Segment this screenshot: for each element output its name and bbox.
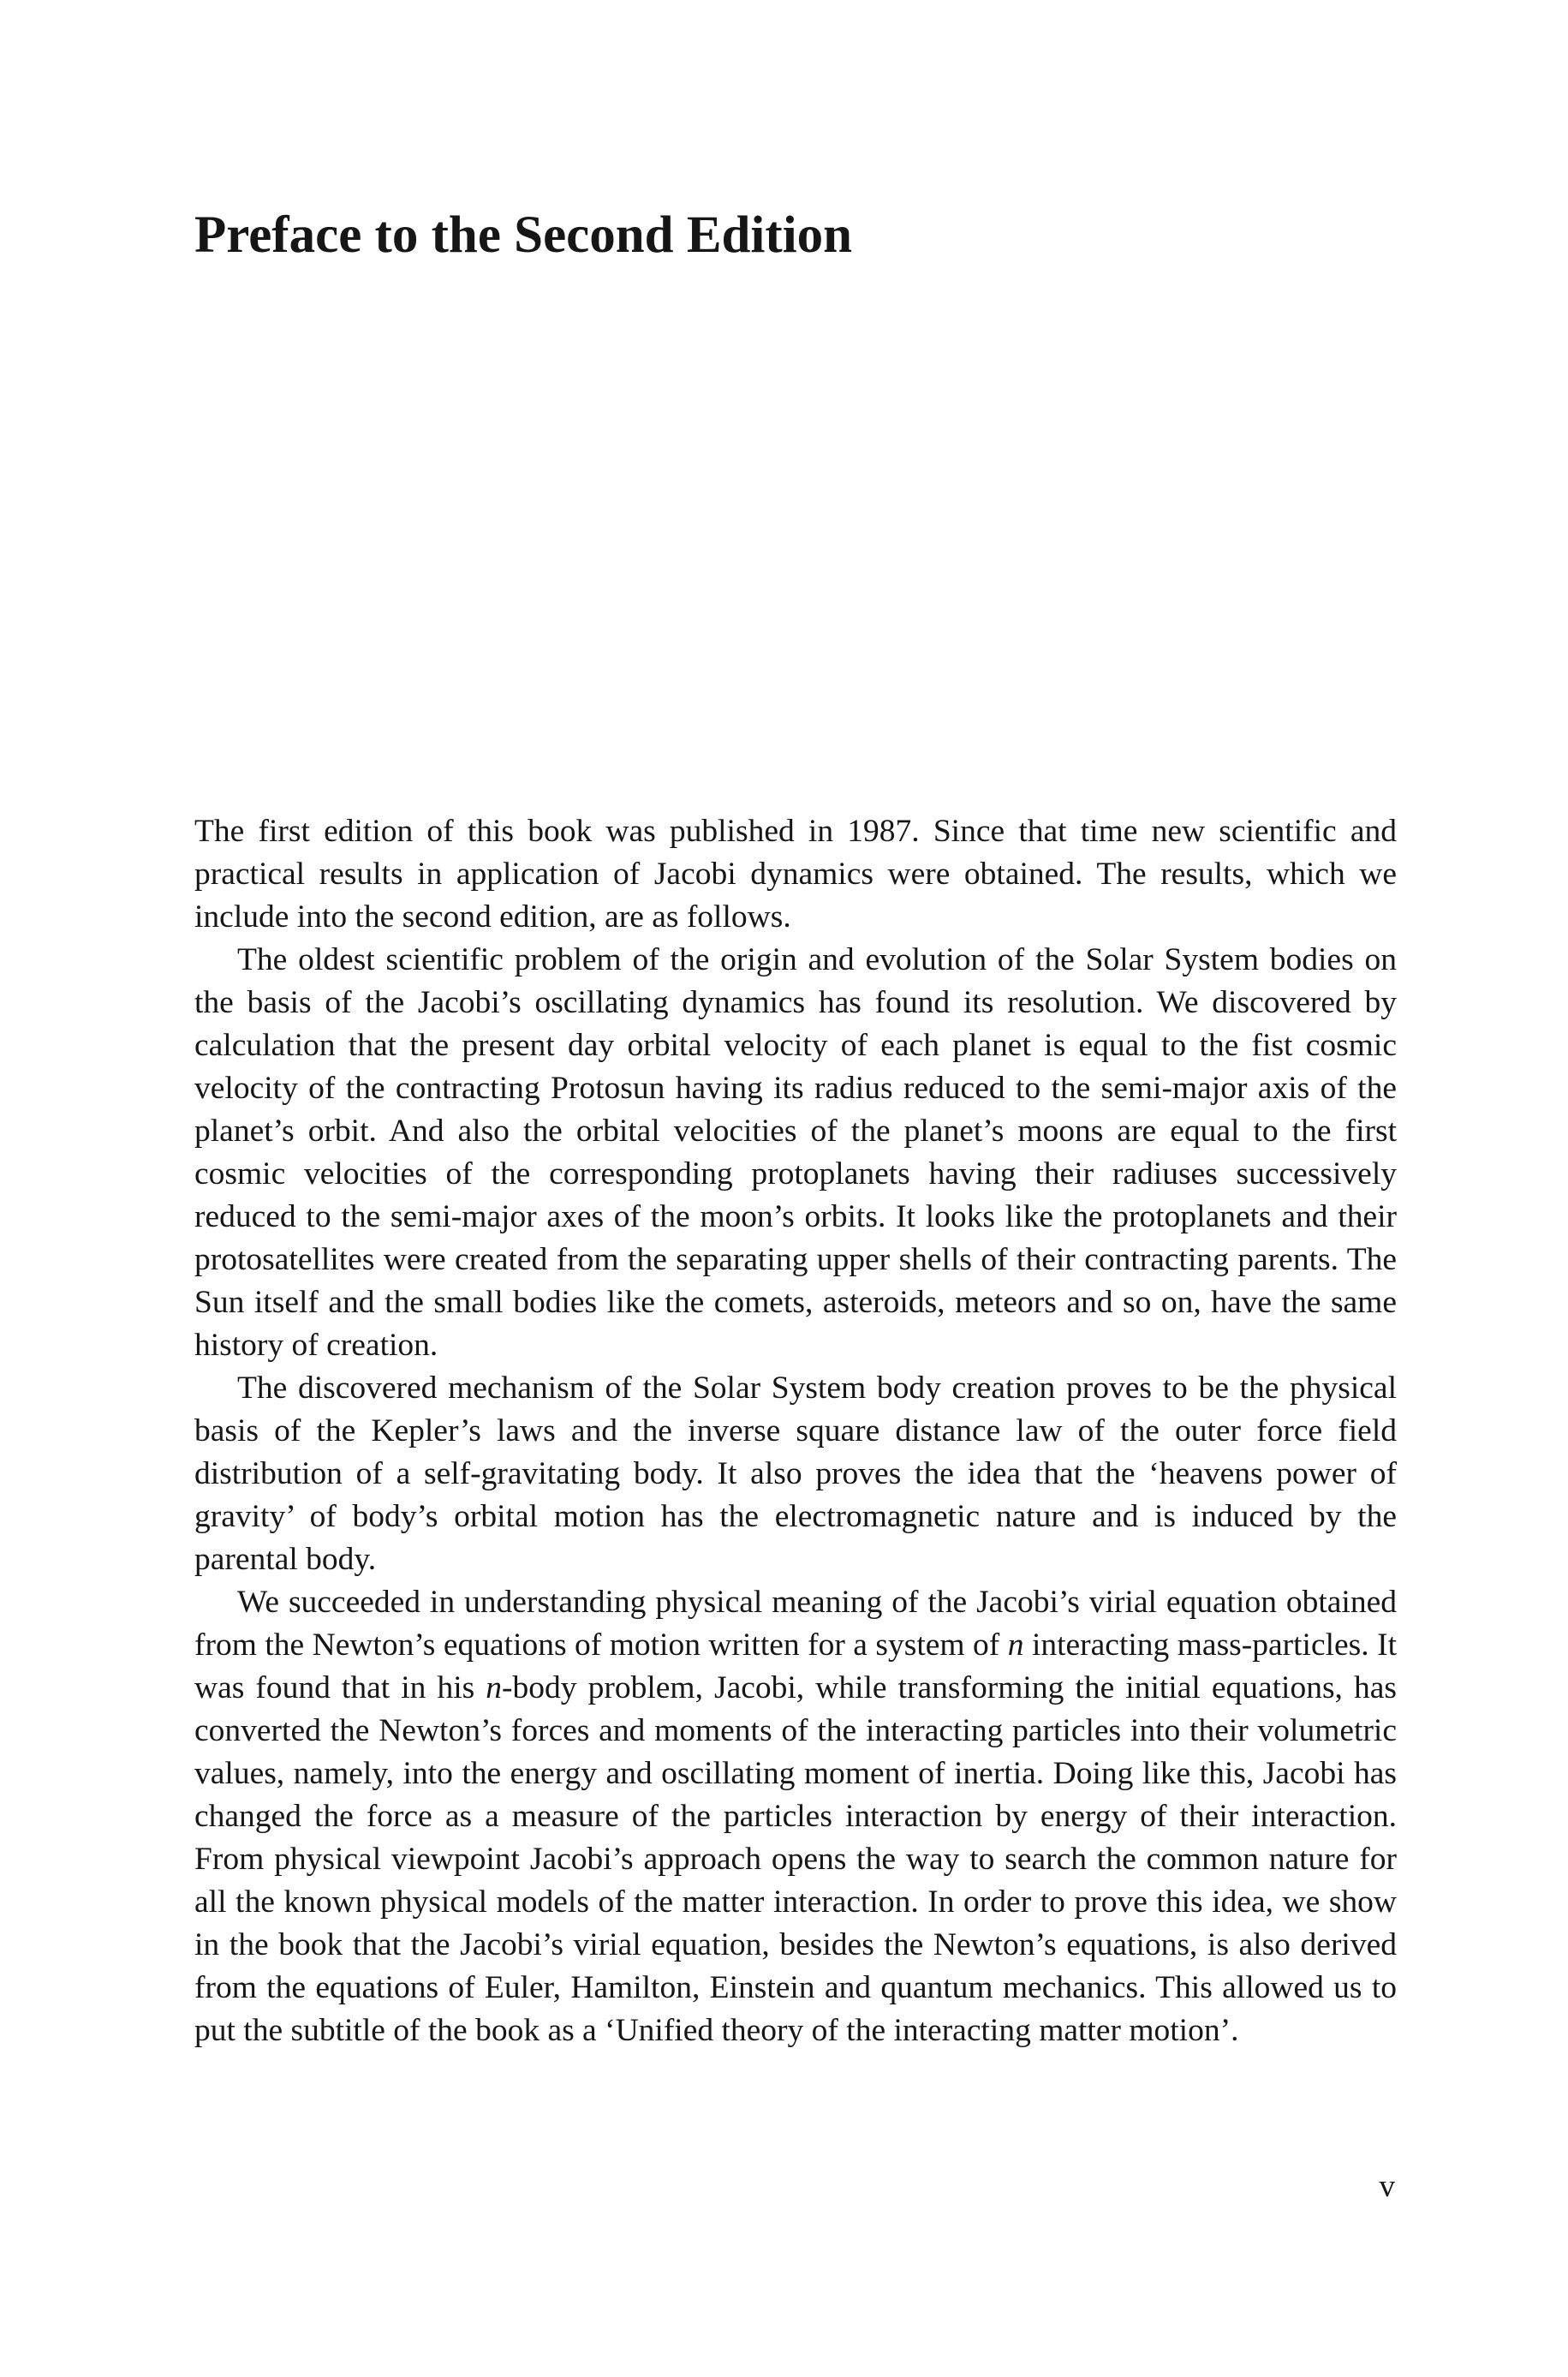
body-text — [194, 810, 1397, 2052]
page-number: v — [1379, 2169, 1395, 2204]
page-title: Preface to the Second Edition — [194, 206, 853, 264]
paragraph-1: The first edition of this book was published in 1987. Since that time new scientific and practical results in application of Jacobi dynamics were obtained. The results, which we include into the second edition, are as follows. — [194, 814, 1397, 935]
paragraph-2: The oldest scientific problem of the origin and evolution of the Solar System bodies on the basis of the Jacobi’s oscillating dynamics has found its resolution. We discovered by calculation that the present day orbital velocity of each planet is equal to the fist cosmic velocity of the contracting Protosun having its radius reduced to the semi-major axis of the planet’s orbit. And also the orbital velocities of the planet’s moons are equal to the first cosmic velocities of the corresponding protoplanets having their radiuses successively reduced to the semi-major axes of the moon’s orbits. It looks like the protoplanets and their protosatellites were created from the separating upper shells of their contracting parents. The Sun itself and the small bodies like the comets, asteroids, meteors and so on, have the same history of creation. — [194, 942, 1397, 1363]
paragraph-3: The discovered mechanism of the Solar System body creation proves to be the physical basis of the Kepler’s laws and the inverse square distance law of the outer force field distribution of a self-gravitating body. It also proves the idea that the ‘heavens power of gravity’ of body’s orbital motion has the electromagnetic nature and is induced by the parental body. — [194, 1371, 1397, 1577]
paragraph-4: We succeeded in understanding physical meaning of the Jacobi’s virial equation obtained from the Newton’s equations of motion written for a system of n interacting mass-particles. It was found that in his n-body problem, Jacobi, while transforming the initial equations, has converted the Newton’s forces and moments of the interacting particles into their volumetric values, namely, into the energy and oscillating moment of inertia. Doing like this, Jacobi has changed the force as a measure of the particles interaction by energy of their interaction. From physical viewpoint Jacobi’s approach opens the way to search the common nature for all the known physical models of the matter interaction. In order to prove this idea, we show in the book that the Jacobi’s virial equation, besides the Newton’s equations, is also derived from the equations of Euler, Hamilton, Einstein and quantum mechanics. This allowed us to put the subtitle of the book as a ‘Unified theory of the interacting matter motion’. — [194, 1585, 1398, 2048]
